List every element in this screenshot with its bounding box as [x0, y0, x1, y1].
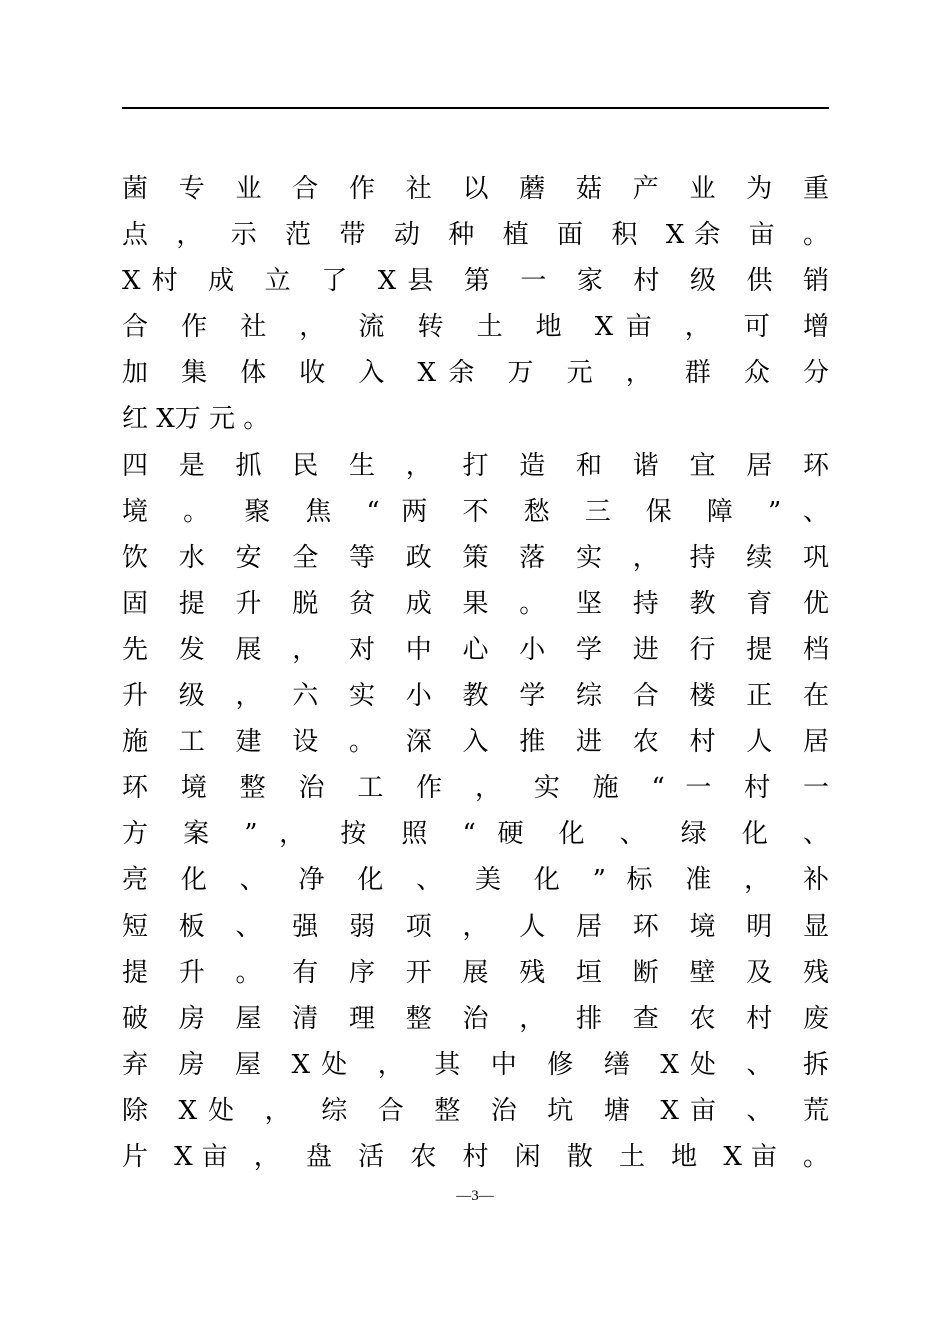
text-line: 红 X万 元 。	[122, 404, 270, 435]
text-line: 短 板 、 强 弱 项 ， 人 居 环 境 明 显	[122, 911, 829, 942]
text-line: 四 是 抓 民 生 ， 打 造 和 谐 宜 居 环	[122, 450, 829, 481]
text-line: X村 成 立 了 X县 第 一 家 村 级 供 销	[122, 266, 829, 297]
text-line: 施 工 建 设 。 深 入 推 进 农 村 人 居	[122, 727, 829, 758]
text-line: 境 。 聚 焦 “ 两 不 愁 三 保 障 ” 、	[122, 496, 829, 527]
text-line: 加 集 体 收 入 X余 万 元 ， 群 众 分	[122, 358, 829, 389]
header-rule	[122, 107, 829, 109]
page-number: —3—	[456, 1188, 494, 1204]
body-text	[122, 166, 829, 1180]
text-line: 升 级 ， 六 实 小 教 学 综 合 楼 正 在	[122, 681, 829, 712]
text-line: 点 ， 示 范 带 动 种 植 面 积 X余 亩 。	[122, 220, 829, 251]
text-line: 除 X处 ， 综 合 整 治 坑 塘 X亩 、 荒	[122, 1095, 829, 1126]
text-line: 弃 房 屋 X处 ， 其 中 修 缮 X处 、 拆	[122, 1049, 829, 1080]
text-line: 合 作 社 ， 流 转 土 地 X亩 ， 可 增	[122, 312, 829, 343]
text-line: 饮 水 安 全 等 政 策 落 实 ， 持 续 巩	[122, 542, 829, 573]
text-line: 破 房 屋 清 理 整 治 ， 排 查 农 村 废	[122, 1003, 829, 1034]
text-line: 片 X亩 ， 盘 活 农 村 闲 散 土 地 X亩 。	[122, 1141, 829, 1172]
text-line: 环 境 整 治 工 作 ， 实 施 “ 一 村 一	[122, 773, 829, 804]
text-line: 提 升 。 有 序 开 展 残 垣 断 壁 及 残	[122, 957, 829, 988]
text-line: 菌 专 业 合 作 社 以 蘑 菇 产 业 为 重	[122, 174, 829, 204]
text-line: 亮 化 、 净 化 、 美 化 ” 标 准 ， 补	[122, 865, 829, 896]
text-line: 固 提 升 脱 贫 成 果 。 坚 持 教 育 优	[122, 588, 829, 619]
text-line: 先 发 展 ， 对 中 心 小 学 进 行 提 档	[122, 634, 829, 665]
text-line: 方 案 ” ， 按 照 “ 硬 化 、 绿 化 、	[122, 819, 829, 850]
